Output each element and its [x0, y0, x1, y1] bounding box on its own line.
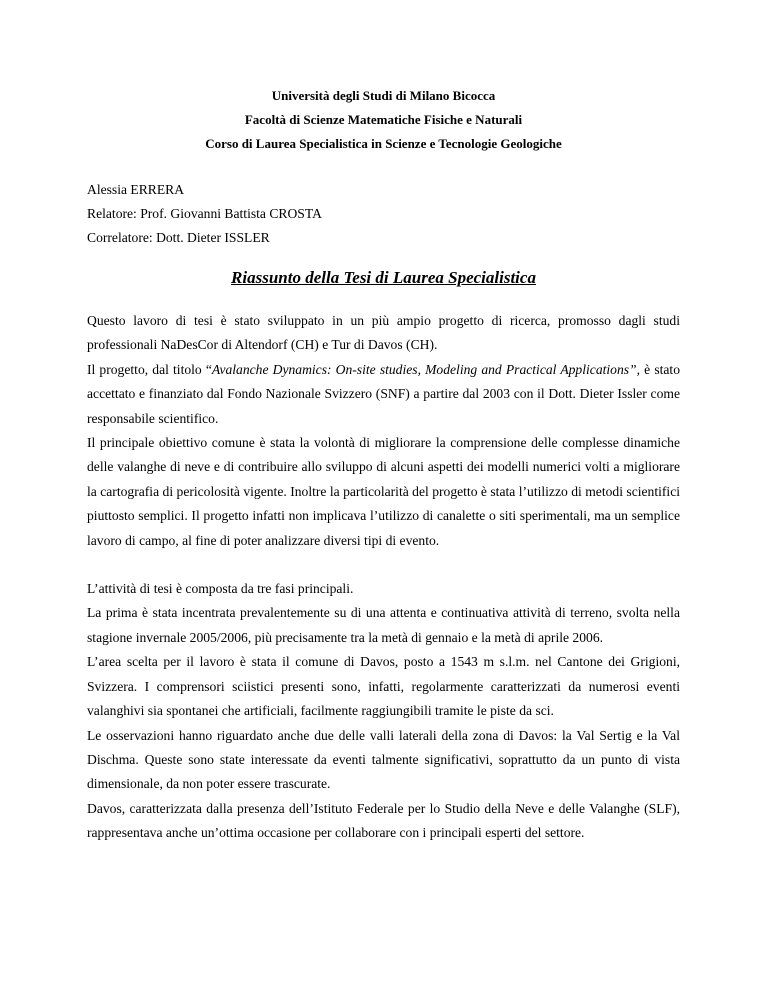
document-header	[87, 86, 680, 153]
paragraph: Davos, caratterizzata dalla presenza dell’Istituto Federale per lo Studio della Neve e delle Valanghe (SLF), rappresentava anche un’ottima occasione per collaborare con i principali esperti del settore.	[87, 800, 680, 841]
course-name: Corso di Laurea Specialistica in Scienze e Tecnologie Geologiche	[205, 136, 562, 151]
paragraph: La prima è stata incentrata prevalentemente su di una attenta e continuativa attività di terreno, svolta nella stagione invernale 2005/2006, più precisamente tra la metà di gennaio e la metà di aprile 2006.	[87, 605, 680, 645]
paragraph-text: Il progetto, dal titolo “	[87, 361, 212, 377]
advisor-name: Relatore: Prof. Giovanni Battista CROSTA	[87, 206, 322, 221]
paragraph: L’area scelta per il lavoro è stata il comune di Davos, posto a 1543 m s.l.m. nel Cantone dei Grigioni, Svizzera. I comprensori sciistici presenti sono, infatti, regolarmente caratterizzati da numerosi eventi valanghivi sia spontanei che artificiali, facilmente raggiungibili tramite le piste da sci.	[87, 654, 680, 719]
paragraph: Le osservazioni hanno riguardato anche due delle valli laterali della zona di Davos: la Val Sertig e la Val Dischma. Queste sono state interessate da eventi talmente significativi, soprattutto da un punto di vista dimensionale, da non poter essere trascurate.	[87, 727, 680, 792]
paragraph	[87, 358, 680, 431]
paragraph-gap	[87, 553, 680, 577]
paragraph: Il principale obiettivo comune è stata la volontà di migliorare la comprensione delle complesse dinamiche delle valanghe di neve e di contribuire allo sviluppo di alcuni aspetti dei modelli numerici volti a migliorare la cartografia di pericolosità vigente. Inoltre la particolarità del progetto è stata l’utilizzo di metodi scientifici piuttosto semplici. Il progetto infatti non implicava l’utilizzo di canalette o siti sperimentali, ma un semplice lavoro di campo, al fine di poter analizzare diversi tipi di evento.	[87, 435, 680, 548]
paragraph: L’attività di tesi è composta da tre fasi principali.	[87, 581, 354, 597]
project-title-italic: Avalanche Dynamics: On-site studies, Modeling and Practical Applications”,	[211, 361, 641, 377]
document-body	[87, 309, 680, 846]
coadvisor-name: Correlatore: Dott. Dieter ISSLER	[87, 230, 270, 245]
document-title: Riassunto della Tesi di Laurea Specialistica	[231, 268, 536, 287]
paragraph: Questo lavoro di tesi è stato sviluppato in un più ampio progetto di ricerca, promosso dagli studi professionali NaDesCor di Altendorf (CH) e Tur di Davos (CH).	[87, 313, 680, 353]
faculty-name: Facoltà di Scienze Matematiche Fisiche e Naturali	[244, 112, 523, 127]
author-name: Alessia ERRERA	[87, 182, 185, 197]
people-block	[87, 180, 680, 248]
university-name: Università degli Studi di Milano Bicocca	[271, 88, 496, 103]
paragraph-text: è stato accettato e finanziato dal Fondo Nazionale Svizzero (SNF) a partire dal 2003 con il Dott. Dieter Issler come responsabile scientifico.	[87, 361, 680, 426]
